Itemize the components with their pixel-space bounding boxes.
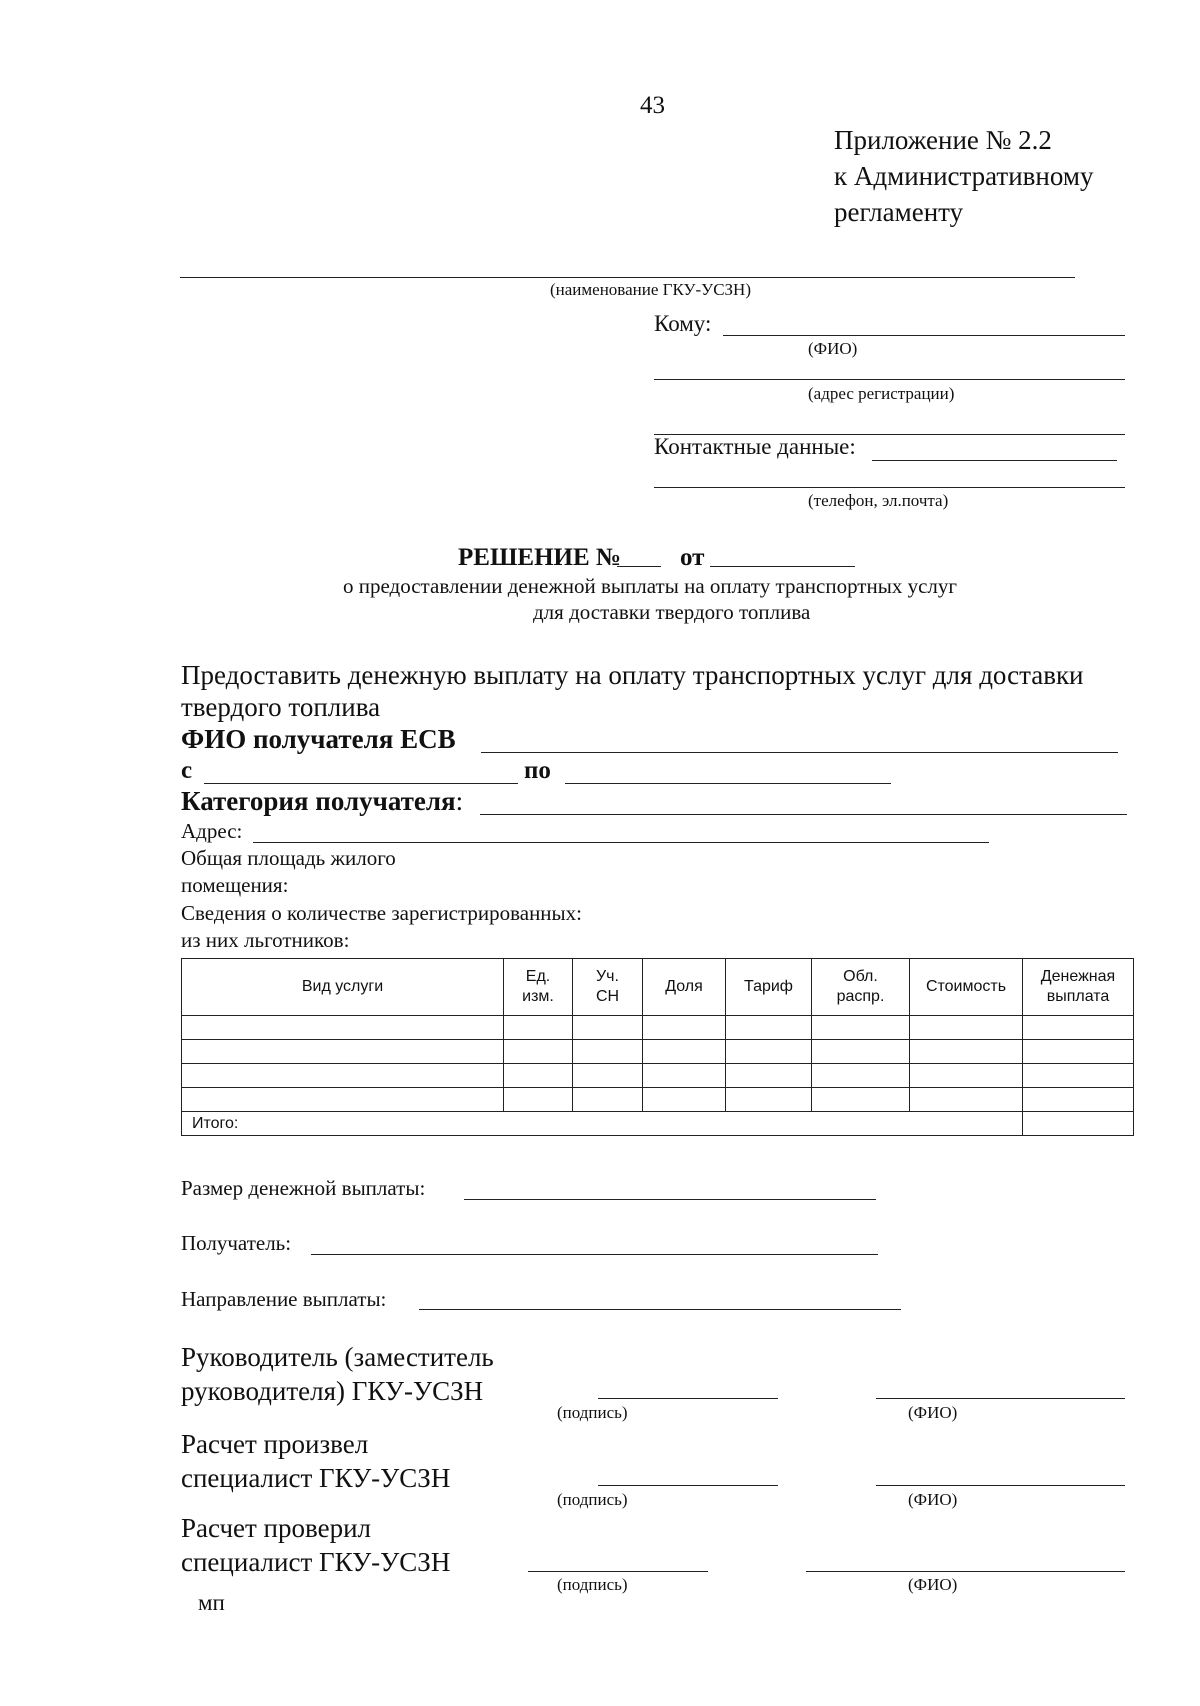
period-to-label: по: [524, 757, 551, 784]
registered-label: Сведения о количестве зарегистрированных:: [181, 901, 582, 925]
grant-text: твердого топлива: [181, 692, 381, 722]
table-row: [182, 1088, 1134, 1112]
period-from-label: с: [181, 757, 193, 784]
to-label: Кому:: [654, 311, 712, 336]
grant-text: Предоставить денежную выплату на оплату транспортных услуг для доставки: [181, 660, 1084, 690]
signatory-fio-line[interactable]: [806, 1571, 1125, 1572]
category-line[interactable]: [480, 814, 1127, 815]
fio-caption: (ФИО): [908, 1575, 958, 1594]
appendix-block: [834, 122, 1093, 230]
table-header-row: [182, 959, 1134, 1016]
category-colon: :: [455, 786, 464, 816]
table-row: [182, 1016, 1134, 1040]
signatory-title: Расчет проверил: [181, 1513, 372, 1543]
org-caption: (наименование ГКУ-УСЗН): [550, 280, 751, 299]
signature-caption: (подпись): [557, 1490, 628, 1509]
decision-subtitle: для доставки твердого топлива: [533, 600, 811, 624]
period-to-line[interactable]: [565, 783, 891, 784]
payment-amount-label: Размер денежной выплаты:: [181, 1176, 426, 1200]
signatory-title: руководителя) ГКУ-УСЗН: [181, 1376, 484, 1406]
decision-date-line[interactable]: [710, 566, 855, 567]
signatory-title: специалист ГКУ-УСЗН: [181, 1463, 451, 1493]
signature-line[interactable]: [598, 1398, 778, 1399]
contacts-line-2[interactable]: [654, 487, 1125, 488]
fio-caption: (ФИО): [908, 1403, 958, 1422]
signatory-calculated: [181, 1427, 450, 1495]
period-from-line[interactable]: [204, 783, 518, 784]
col-share: Доля: [643, 959, 726, 1016]
stamp-place: мп: [198, 1590, 225, 1615]
appendix-line: регламенту: [834, 197, 964, 227]
payment-recipient-label: Получатель:: [181, 1231, 292, 1255]
col-unit: Ед. изм.: [504, 959, 573, 1016]
signatory-fio-line[interactable]: [876, 1398, 1125, 1399]
signature-caption: (подпись): [557, 1575, 628, 1594]
decision-title: РЕШЕНИЕ №: [458, 544, 622, 571]
fio-recipient-line[interactable]: [481, 752, 1118, 753]
fio-recipient-label: ФИО получателя ЕСВ: [181, 724, 456, 754]
appendix-line: к Административному: [834, 161, 1094, 191]
table-row: [182, 1064, 1134, 1088]
address-line[interactable]: [654, 379, 1125, 380]
payment-direction-line[interactable]: [419, 1309, 901, 1310]
signature-line[interactable]: [598, 1485, 778, 1486]
col-distribution: Обл. распр.: [812, 959, 910, 1016]
beneficiaries-label: из них льготников:: [181, 928, 350, 952]
col-cost: Стоимость: [910, 959, 1023, 1016]
address-label: Адрес:: [181, 819, 243, 843]
decision-from: от: [680, 544, 705, 571]
signatory-title: специалист ГКУ-УСЗН: [181, 1547, 451, 1577]
total-value-cell[interactable]: [1023, 1112, 1134, 1136]
fio-line[interactable]: [723, 335, 1125, 336]
page-number: 43: [640, 92, 665, 119]
signatory-title: Руководитель (заместитель: [181, 1342, 494, 1372]
fio-caption: (ФИО): [908, 1490, 958, 1509]
area-label: Общая площадь жилого: [181, 846, 396, 870]
payment-amount-line[interactable]: [464, 1199, 876, 1200]
col-sn: Уч. СН: [573, 959, 643, 1016]
signatory-fio-line[interactable]: [876, 1485, 1125, 1486]
table-row: [182, 1040, 1134, 1064]
contacts-caption: (телефон, эл.почта): [808, 491, 949, 510]
col-service-type: Вид услуги: [182, 959, 504, 1016]
address-caption: (адрес регистрации): [808, 384, 955, 403]
contacts-label: Контактные данные:: [654, 434, 856, 459]
appendix-line: Приложение № 2.2: [834, 125, 1052, 155]
col-tariff: Тариф: [726, 959, 812, 1016]
category-label: [181, 786, 463, 817]
decision-number-line[interactable]: [617, 566, 661, 567]
contacts-line[interactable]: [872, 460, 1117, 461]
signature-caption: (подпись): [557, 1403, 628, 1422]
payment-recipient-line[interactable]: [311, 1254, 878, 1255]
body-address-line[interactable]: [253, 842, 989, 843]
payment-direction-label: Направление выплаты:: [181, 1287, 387, 1311]
signatory-head: [181, 1340, 494, 1408]
category-label-text: Категория получателя: [181, 786, 456, 816]
signatory-title: Расчет произвел: [181, 1429, 369, 1459]
fio-caption: (ФИО): [808, 339, 858, 358]
table-total-row: [182, 1112, 1134, 1136]
org-name-line[interactable]: [180, 277, 1075, 278]
services-table: [181, 958, 1134, 1136]
col-payment: Денежная выплата: [1023, 959, 1134, 1016]
signatory-checked: [181, 1511, 450, 1579]
signature-line[interactable]: [528, 1571, 708, 1572]
decision-subtitle: о предоставлении денежной выплаты на оплату транспортных услуг: [343, 574, 957, 598]
area-label: помещения:: [181, 873, 289, 897]
total-label: Итого:: [182, 1112, 1023, 1136]
